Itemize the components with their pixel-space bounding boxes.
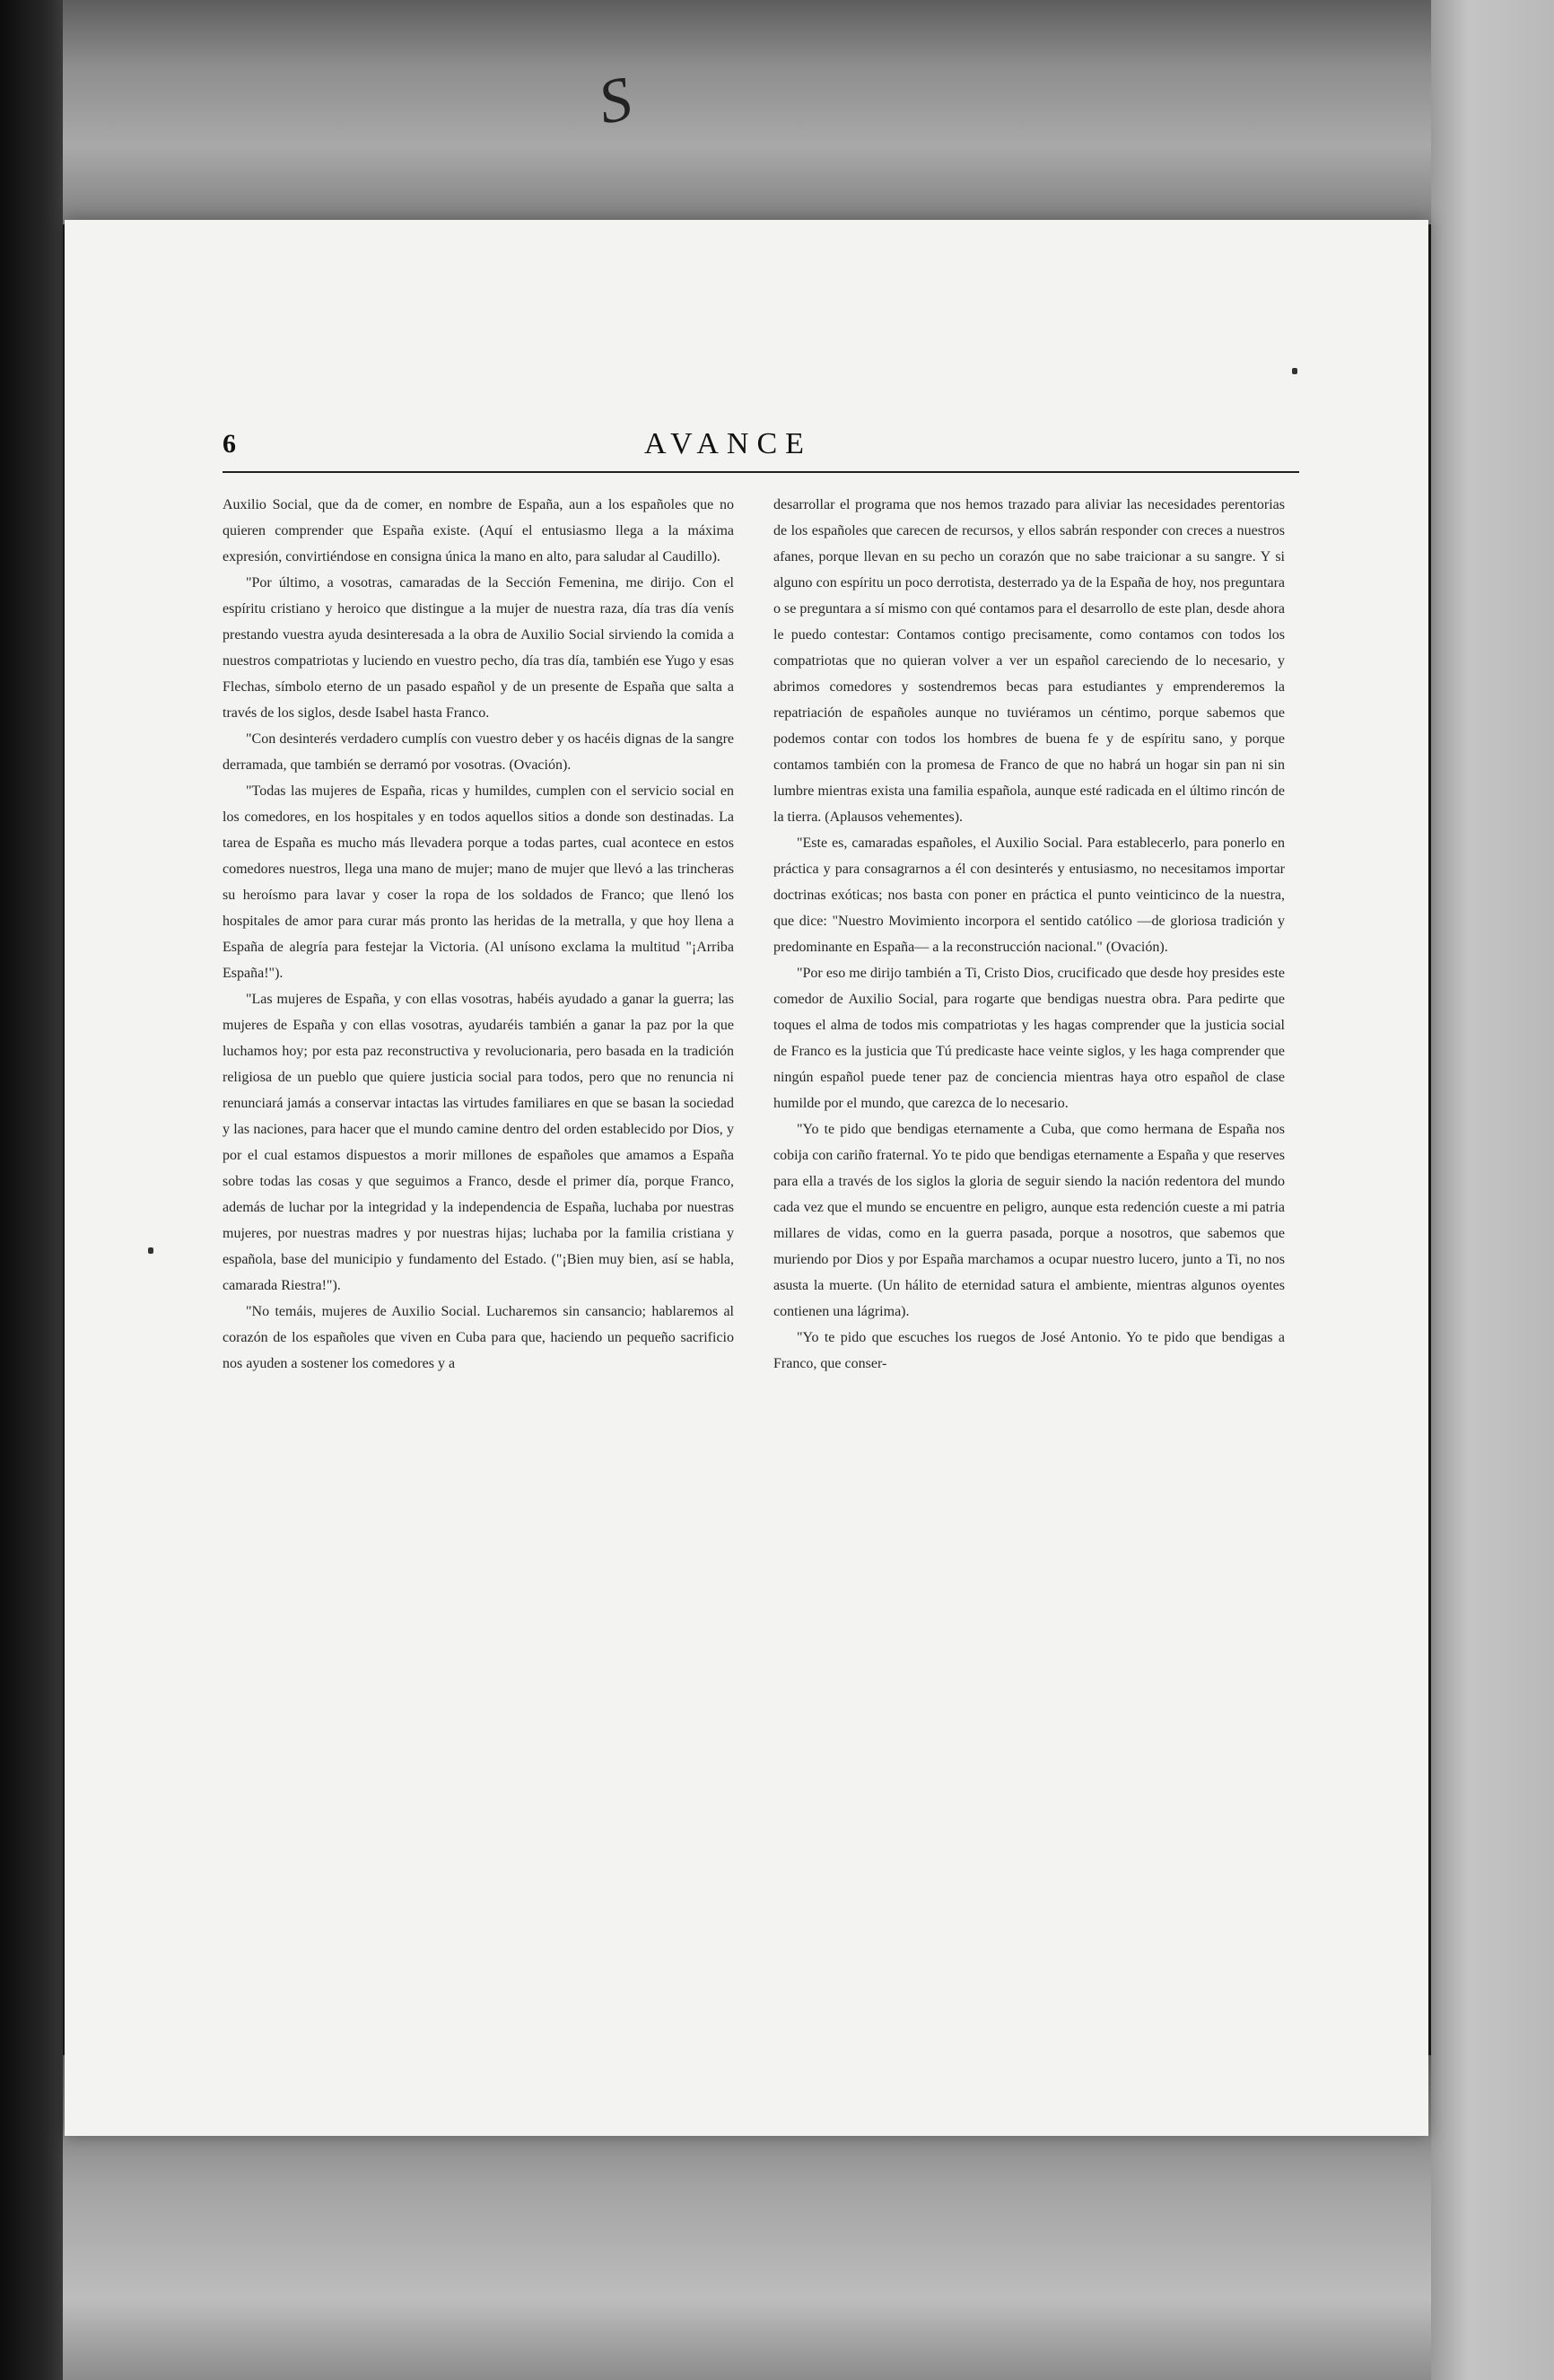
- paragraph: "Este es, camaradas españoles, el Auxilio Social. Para establecerlo, para ponerlo en práctica y para consagrarnos a él con desinterés y entusiasmo, no necesitamos importar doctrinas exóticas; nos basta con poner en práctica el punto veinticinco de la nuestra, que dice: "Nuestro Movimiento incorpora el sentido católico —de gloriosa tradición y predominante en España— a la reconstrucción nacional." (Ovación).: [773, 836, 1285, 955]
- scan-background-top: [0, 0, 1554, 224]
- paragraph: "Por eso me dirijo también a Ti, Cristo Dios, crucificado que desde hoy presides este comedor de Auxilio Social, para rogarte que bendigas nuestra obra. Para pedirte que toques el alma de todos mis compatriotas y les hagas comprender que la justicia social de Franco es la justicia que Tú predicaste hace veinte siglos, y les haga comprender que ningún español puede tener paz de conciencia mientras haya otro español de clase humilde por el mundo, que carezca de lo necesario.: [773, 966, 1285, 1111]
- ink-speck: [1292, 368, 1297, 374]
- scan-background-right: [1431, 0, 1554, 2380]
- paragraph: Auxilio Social, que da de comer, en nombre de España, aun a los españoles que no quieren comprender que España existe. (Aquí el entusiasmo llega a la máxima expresión, convirtiéndose en consigna única la mano en alto, para saludar al Caudillo).: [223, 497, 734, 564]
- paragraph: "Todas las mujeres de España, ricas y humildes, cumplen con el servicio social en los comedores, en los hospitales y en todos aquellos sitios a donde son destinadas. La tarea de España es mucho más llevadera porque a todas partes, cual acontece en estos comedores nuestros, llega una mano de mujer; mano de mujer que llevó a las trincheras su heroísmo para lavar y coser la ropa de los soldados de Franco; que llenó los hospitales de amor para curar más pronto las heridas de la metralla, y que hoy llena a España de alegría para festejar la Victoria. (Al unísono exclama la multitud "¡Arriba España!").: [223, 783, 734, 981]
- text-column-right: [773, 492, 1285, 1901]
- paragraph: "Con desinterés verdadero cumplís con vuestro deber y os hacéis dignas de la sangre derramada, que también se derramó por vosotras. (Ovación).: [223, 731, 734, 773]
- paragraph: desarrollar el programa que nos hemos trazado para aliviar las necesidades perentorias de los españoles que carecen de recursos, y ellos sabrán responder con creces a nuestros afanes, porque llevan en su pecho un corazón que no sabe traicionar a su sangre. Y si alguno con espíritu un poco derrotista, desterrado ya de la España de hoy, nos preguntara o se preguntara a sí mismo con qué contamos para el desarrollo de este plan, desde ahora le puedo contestar: Contamos contigo precisamente, como contamos con todos los compatriotas que no quieran volver a ver un español careciendo de lo necesario, y abrimos comedores y sostendremos becas para estudiantes y emprenderemos la repatriación de españoles aunque no tuviéramos un céntimo, porque sabemos que podemos contar con todos los hombres de buena fe y de espíritu sano, y porque contamos también con la promesa de Franco de que no habrá un hogar sin pan ni sin lumbre mientras exista una familia española, aunque esté radicada en el último rincón de la tierra. (Aplausos vehementes).: [773, 497, 1285, 825]
- publication-title: AVANCE: [644, 427, 812, 460]
- page-number: 6: [223, 429, 236, 459]
- paragraph: "Por último, a vosotras, camaradas de la Sección Femenina, me dirijo. Con el espíritu cristiano y heroico que distingue a la mujer de nuestra raza, día tras día venís prestando vuestra ayuda desinteresada a la obra de Auxilio Social sirviendo la comida a nuestros compatriotas y luciendo en vuestro pecho, día tras día, también ese Yugo y esas Flechas, símbolo eterno de un pasado español y de un presente de España que salta a través de los siglos, desde Isabel hasta Franco.: [223, 575, 734, 721]
- paragraph: "No temáis, mujeres de Auxilio Social. Lucharemos sin cansancio; hablaremos al corazón de los españoles que viven en Cuba para que, haciendo un pequeño sacrificio nos ayuden a sostener los comedores y a: [223, 1304, 734, 1371]
- paragraph: "Yo te pido que escuches los ruegos de José Antonio. Yo te pido que bendigas a Franco, que conser-: [773, 1330, 1285, 1371]
- page-header: [223, 426, 1299, 473]
- ink-speck: [148, 1247, 153, 1254]
- paragraph: "Las mujeres de España, y con ellas vosotras, habéis ayudado a ganar la guerra; las mujeres de España y con ellas vosotras, ayudaréis también a ganar la paz por la que luchamos hoy; por esta paz reconstructiva y revolucionaria, pero basada en la tradición religiosa de un pueblo que quiere justicia social para todos, pero que no renuncia ni renunciará jamás a conservar intactas las virtudes familiares en que se basan la sociedad y las naciones, para hacer que el mundo camine dentro del orden establecido por Dios, y por el cual estamos dispuestos a morir millones de españoles que amamos a España sobre todas las cosas y que seguimos a Franco, desde el primer día, porque Franco, además de luchar por la integridad y la independencia de España, luchaba por nuestras mujeres, por nuestras madres y por nuestras hijas; luchaba por la familia cristiana y española, base del municipio y fundamento del Estado. ("¡Bien muy bien, así se habla, camarada Riestra!").: [223, 992, 734, 1293]
- scan-background-left: [0, 0, 63, 2380]
- text-column-left: [223, 492, 734, 1901]
- paragraph: "Yo te pido que bendigas eternamente a Cuba, que como hermana de España nos cobija con cariño fraternal. Yo te pido que bendigas eternamente a España y que reserves para ella a través de los siglos la gloria de seguir siendo la nación redentora del mundo cada vez que el mundo se encuentre en peligro, aunque esta redención cueste a mi patria millares de vidas, como en la guerra pasada, porque a nosotros, que sabemos que muriendo por Dios y por España marchamos a ocupar nuestro lucero, junto a Ti, no nos asusta la muerte. (Un hálito de eternidad satura el ambiente, mientras algunos oyentes contienen una lágrima).: [773, 1122, 1285, 1319]
- pencil-mark: S: [592, 64, 638, 138]
